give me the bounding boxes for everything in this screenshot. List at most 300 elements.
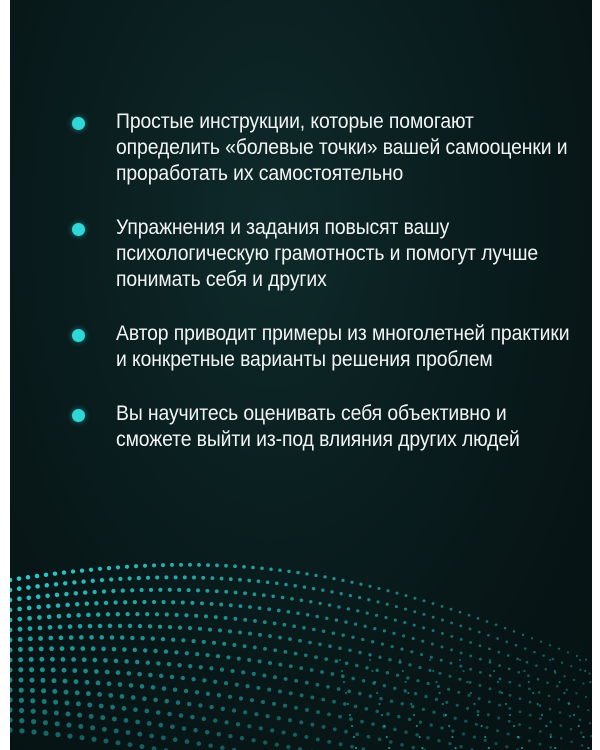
wave-dot [269,567,273,571]
wave-dot [10,628,12,633]
wave-dot [78,624,83,629]
wave-dot [412,637,415,640]
wave-dot [488,648,491,651]
wave-dot [478,697,481,700]
wave-dot [197,741,202,746]
wave-dot [258,659,262,663]
wave-dot [126,730,131,735]
wave-dot [208,743,213,748]
wave-dot [526,661,529,664]
wave-dot [63,679,68,684]
wave-dot [241,670,245,674]
wave-dot [236,722,240,726]
wave-dot [18,667,23,672]
wave-dot [88,624,93,629]
wave-dot [421,747,423,749]
feature-text: Простые инструкции, которые помогают определить «болевые точки» вашей самооценки и проработать их самостоятельно [116,109,568,185]
wave-dot [289,664,293,668]
wave-dot [49,646,54,651]
wave-dot [353,736,355,738]
wave-dot [408,663,411,666]
wave-dot [404,730,408,734]
wave-dot [345,662,349,666]
wave-dot [190,601,194,605]
wave-dot [498,664,501,667]
wave-dot [10,648,12,653]
wave-dot [365,707,369,711]
wave-dot [153,698,158,703]
wave-dot [327,712,331,716]
wave-dot [284,650,288,654]
wave-dot [133,707,138,712]
wave-dot [507,733,510,736]
wave-dot [224,590,228,594]
wave-dot [170,675,174,679]
wave-dot [10,717,13,722]
wave-dot [469,641,472,644]
wave-dot [212,641,216,645]
wave-dot [402,634,405,637]
wave-dot [53,700,58,705]
wave-dot [29,678,34,683]
wave-dot [30,698,35,703]
wave-dot [176,700,181,705]
wave-dot [302,626,306,630]
wave-dot [100,578,104,582]
wave-dot [399,659,401,661]
wave-dot [284,677,288,681]
wave-dot [152,600,156,604]
wave-dot [335,659,339,663]
wave-dot [60,646,65,651]
wave-dot [162,686,167,691]
wave-dot [79,735,84,740]
wave-dot [495,624,498,627]
wave-dot [292,624,296,628]
wave-dot [415,733,418,736]
wave-dot [384,616,387,619]
wave-dot [128,742,133,747]
wave-dot [450,621,453,624]
wave-dot [105,670,110,675]
wave-dot [68,624,73,629]
wave-dot [283,704,287,708]
wave-dot [145,612,149,616]
wave-dot [413,714,415,716]
wave-dot [168,625,172,629]
wave-dot [517,671,520,674]
wave-dot [539,704,542,707]
wave-dot [349,594,352,597]
wave-dot [118,682,123,687]
wave-dot [475,723,478,726]
wave-dot [27,606,32,611]
wave-dot [563,692,565,694]
wave-dot [184,689,188,693]
wave-dot [270,728,274,732]
wave-dot [430,723,433,726]
wave-dot [18,677,23,682]
wave-dot [422,708,425,711]
wave-dot [48,636,53,641]
wave-dot [347,703,349,705]
wave-dot [41,688,46,693]
wave-dot [66,723,71,728]
wave-dot [341,674,345,678]
wave-dot [365,666,368,669]
wave-dot [447,688,450,691]
wave-dot [199,665,203,669]
wave-dot [195,652,199,656]
wave-dot [238,578,242,582]
wave-dot [215,589,219,593]
wave-dot [31,719,36,724]
wave-dot [450,608,453,611]
wave-dot [74,679,79,684]
wave-dot [376,669,379,672]
wave-dot [479,684,482,687]
wave-dot [226,655,230,659]
wave-dot [100,635,105,640]
wave-dot [118,624,122,628]
wave-dot [262,674,266,678]
wave-dot [559,681,561,683]
wave-dot [371,670,373,672]
wave-dot [549,708,552,711]
wave-dot [441,605,444,608]
wave-dot [426,736,429,739]
wave-dot [508,668,511,671]
wave-dot [65,711,70,716]
wave-dot [299,666,303,670]
wave-dot [161,563,165,567]
wave-dot [45,583,50,588]
wave-dot [459,665,462,668]
wave-dot [344,730,348,734]
wave-dot [456,704,459,707]
wave-dot [528,739,531,742]
wave-dot [81,579,85,583]
wave-dot [575,692,577,694]
wave-dot [224,616,228,620]
wave-dot [242,565,246,569]
wave-dot [383,725,385,727]
wave-dot [573,679,575,681]
wave-dot [161,637,165,641]
wave-dot [122,706,127,711]
wave-dot [253,645,257,649]
wave-dot [347,607,350,610]
wave-dot [488,747,490,749]
wave-dot [239,696,243,700]
wave-dot [128,576,132,580]
wave-dot [247,579,251,583]
wave-dot [83,669,88,674]
wave-dot [149,734,154,739]
wave-dot [330,590,333,593]
wave-dot [54,710,59,715]
wave-dot [59,635,64,640]
wave-dot [479,671,482,674]
wave-dot [496,637,499,640]
wave-dot [243,618,247,622]
wave-dot [400,743,404,747]
wave-dot [406,676,409,679]
wave-dot [537,678,540,681]
wave-dot [82,657,87,662]
wave-dot [152,746,157,750]
wave-dot [263,647,267,651]
wave-dot [43,731,48,736]
wave-dot [294,652,298,656]
wave-dot [107,566,111,570]
wave-dot [501,692,503,694]
wave-dot [85,601,89,605]
wave-dot [423,599,426,602]
wave-dot [221,707,225,711]
wave-dot [410,703,412,705]
wave-dot [521,747,523,749]
wave-dot [388,658,391,661]
wave-dot [350,745,354,749]
wave-dot [448,725,450,727]
wave-dot [108,624,112,628]
wave-dot [168,588,172,592]
wave-dot [355,732,359,736]
wave-dot [304,735,308,739]
wave-dot [214,615,218,619]
wave-dot [304,653,308,657]
wave-dot [17,586,22,591]
wave-dot [394,619,397,622]
wave-dot [256,686,260,690]
wave-dot [369,694,373,698]
wave-dot [133,600,137,604]
wave-dot [271,594,275,598]
wave-dot [539,730,542,733]
wave-dot [369,659,371,661]
wave-dot [224,564,228,568]
wave-dot [386,736,388,738]
wave-dot [161,735,166,740]
wave-dot [192,639,196,643]
wave-dot [371,640,374,643]
wave-dot [376,600,379,603]
wave-dot [134,564,138,568]
wave-dot [253,619,257,623]
wave-dot [332,631,335,634]
wave-dot [102,727,107,732]
feature-item [72,400,542,452]
wave-dot [29,667,34,672]
wave-dot [195,690,199,694]
wave-dot [106,612,110,616]
wave-dot [267,607,271,611]
wave-dot [39,657,44,662]
wave-dot [429,659,431,661]
wave-dot [37,615,42,620]
wave-dot [104,601,108,605]
wave-dot [175,613,179,617]
wave-dot [359,583,362,586]
wave-dot [109,577,113,581]
wave-dot [386,712,390,716]
wave-dot [137,672,142,677]
wave-dot [493,670,495,672]
wave-dot [578,725,580,727]
wave-dot [316,683,320,687]
wave-dot [450,662,453,665]
wave-dot [181,638,185,642]
wave-dot [233,564,237,568]
wave-dot [540,640,542,642]
wave-dot [183,575,187,579]
wave-dot [324,657,328,661]
wave-dot [497,717,500,720]
wave-dot [53,571,57,575]
wave-dot [577,705,579,707]
wave-dot [26,585,31,590]
wave-dot [164,649,168,653]
wave-dot [489,687,492,690]
wave-dot [62,668,67,673]
wave-dot [537,703,539,705]
wave-dot [278,689,282,693]
wave-dot [123,600,127,604]
wave-dot [420,653,423,656]
wave-dot [28,636,33,641]
wave-dot [340,592,343,595]
wave-dot [539,717,542,720]
content-panel [10,0,592,750]
wave-dot [400,648,403,651]
wave-dot [582,682,584,684]
wave-dot [288,718,292,722]
wave-dot [55,593,60,598]
wave-dot [416,725,418,727]
wave-dot [579,659,581,661]
wave-dot [430,656,433,659]
wave-dot [96,681,101,686]
wave-dot [246,684,250,688]
wave-dot [580,731,583,734]
wave-dot [41,678,46,683]
wave-dot [459,659,461,661]
wave-dot [239,604,243,608]
wave-dot [170,724,175,729]
wave-dot [208,628,212,632]
wave-dot [468,614,471,617]
wave-dot [459,625,462,628]
wave-dot [130,588,134,592]
wave-dot [432,629,435,632]
wave-dot [300,598,304,602]
wave-dot [573,714,575,716]
wave-dot [86,691,91,696]
wave-dot [116,740,121,745]
wave-dot [337,687,341,691]
wave-dot [10,618,12,623]
wave-dot [294,679,298,683]
wave-dot [343,702,347,706]
wave-dot [135,660,140,665]
wave-dot [155,575,159,579]
wave-dot [499,678,502,681]
wave-dot [18,637,23,642]
wave-dot [148,673,153,678]
wave-dot [78,724,83,729]
wave-dot [64,690,69,695]
wave-dot [355,664,358,667]
wave-dot [65,701,70,706]
wave-dot [545,668,548,671]
wave-dot [17,596,22,601]
wave-dot [263,740,267,744]
wave-dot [590,735,592,738]
wave-dot [331,672,335,676]
wave-dot [585,696,587,698]
wave-dot [275,582,279,586]
wave-dot [188,664,192,668]
wave-dot [321,698,325,702]
wave-dot [243,591,247,595]
wave-dot [261,700,265,704]
wave-dot [431,642,434,645]
wave-dot [314,655,318,659]
wave-dot [549,746,552,749]
feature-text: Вы научитесь оценивать себя объективно и сможете выйти из-под влияния других людей [116,401,520,451]
wave-dot [275,743,279,747]
wave-dot [209,705,213,709]
wave-dot [563,675,565,677]
wave-dot [289,691,293,695]
wave-dot [202,717,206,721]
wave-dot [71,657,76,662]
wave-dot [383,684,386,687]
wave-dot [504,627,507,630]
wave-dot [299,720,303,724]
wave-dot [39,646,44,651]
wave-dot [83,590,87,594]
wave-dot [147,721,152,726]
wave-dot [318,643,322,647]
wave-dot [17,617,22,622]
wave-dot [538,691,541,694]
wave-dot [35,574,39,578]
wave-dot [135,612,139,616]
wave-dot [333,727,337,731]
wave-dot [112,647,117,652]
wave-dot [286,745,290,749]
wave-dot [349,717,353,721]
wave-dot [121,588,125,592]
wave-dot [170,563,174,567]
wave-dot [494,742,497,745]
wave-dot [103,658,108,663]
wave-dot [17,576,22,581]
wave-dot [71,569,75,573]
wave-dot [120,694,125,699]
wave-dot [18,627,23,632]
wave-dot [290,597,294,601]
wave-dot [589,722,591,724]
wave-dot [386,603,389,606]
wave-dot [560,737,563,740]
wave-dot [10,727,13,732]
wave-dot [469,654,472,657]
wave-dot [478,631,481,634]
wave-dot [232,708,236,712]
